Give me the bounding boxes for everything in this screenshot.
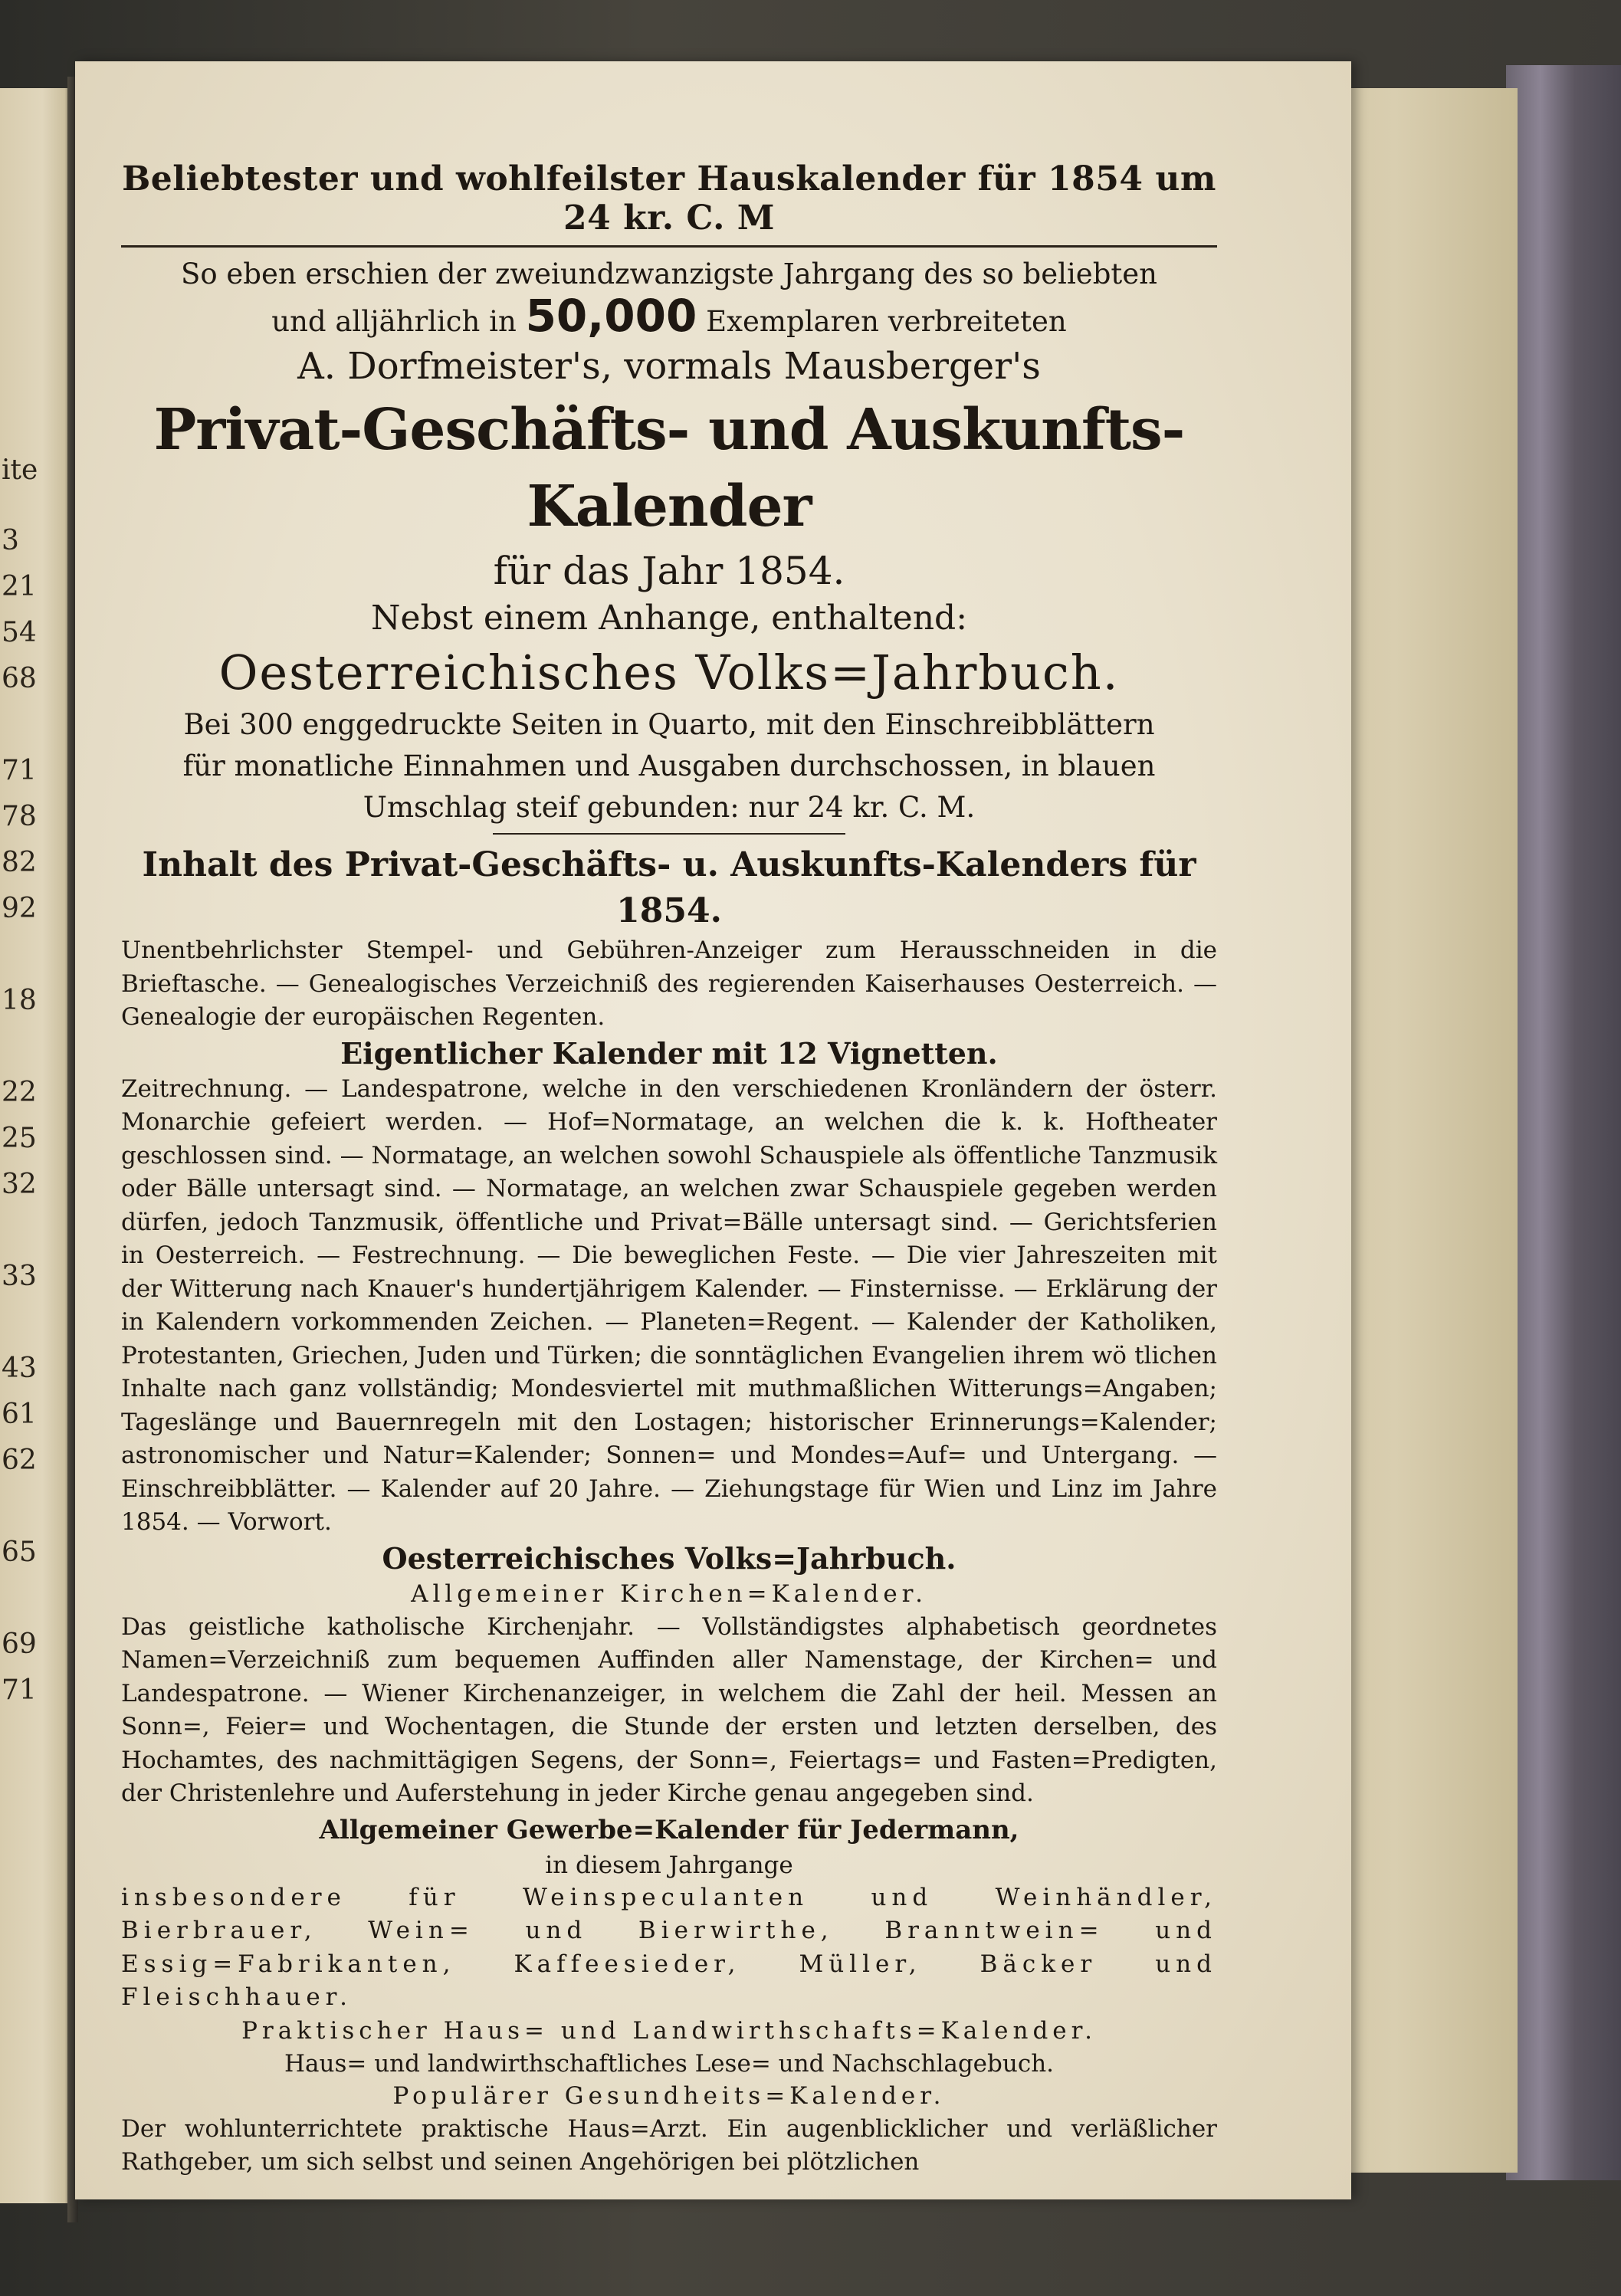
divider [493, 833, 845, 835]
left-page-number: ite [2, 454, 38, 486]
left-page-number: 25 [2, 1123, 37, 1154]
trade-calendar-subheading: in diesem Jahrgange [545, 1851, 793, 1879]
intro-line-2 [121, 290, 1217, 343]
contents-intro: Unentbehrlichster Stempel- und Gebühren-Anzeiger zum Herausschneiden in die Brieftasche. — Genealogisches Verzeichniß des regierenden Kaiserhauses Oesterreich. — Genealogie der europäischen Regenten. [121, 936, 1217, 1031]
left-page-number: 71 [2, 755, 37, 786]
advertisement-text [121, 159, 1217, 2180]
book-cover-edge [1506, 65, 1621, 2180]
contents-heading: Inhalt des Privat-Geschäfts- u. Auskunfts-Kalenders für 1854. [142, 845, 1196, 930]
left-page-number: 32 [2, 1169, 37, 1200]
left-page-number: 61 [2, 1399, 37, 1430]
right-page [75, 61, 1351, 2199]
volksbuch-title: Oesterreichisches Volks=Jahrbuch. [218, 645, 1120, 700]
intro-line-2-end: Exemplaren verbreiteten [706, 305, 1067, 338]
left-page-number: 3 [2, 525, 19, 556]
house-calendar-subheading: Haus= und landwirthschaftliches Lese= und Nachschlagebuch. [284, 2049, 1055, 2078]
intro-line-3: A. Dorfmeister's, vormals Mausberger's [297, 345, 1041, 388]
calendar-section-heading: Eigentlicher Kalender mit 12 Vignetten. [340, 1035, 998, 1071]
left-page-number: 78 [2, 801, 37, 832]
description-line-3: Umschlag steif gebunden: nur 24 kr. C. M. [363, 791, 976, 824]
left-page-number: 92 [2, 893, 37, 924]
description-line-1: Bei 300 enggedruckte Seiten in Quarto, mit den Einschreibblättern [183, 708, 1155, 741]
left-page-number: 62 [2, 1445, 37, 1476]
health-calendar-text: Der wohlunterrichtete praktische Haus=Arzt. Ein augenblicklicher und verläßlicher Rathgeber, um sich selbst und seinen Angehörigen bei plötzlichen [121, 2114, 1217, 2176]
church-calendar-heading: Allgemeiner Kirchen=Kalender. [411, 1579, 927, 1608]
year-line: für das Jahr 1854. [493, 549, 845, 593]
supplement-line: Nebst einem Anhange, enthaltend: [370, 599, 968, 638]
trade-calendar-text: insbesondere für Weinspeculanten und Weinhändler, Bierbrauer, Wein= und Bierwirthe, Branntwein= und Essig=Fabrikanten, Kaffeesieder, Müller, Bäcker und Fleischhauer. [121, 1883, 1217, 2011]
left-page-number: 71 [2, 1674, 37, 1706]
left-page-number: 22 [2, 1077, 37, 1108]
trade-calendar-heading: Allgemeiner Gewerbe=Kalender für Jedermann, [319, 1814, 1019, 1845]
left-page-number: 68 [2, 663, 37, 694]
left-page-number: 54 [2, 617, 37, 648]
house-calendar-heading: Praktischer Haus= und Landwirthschafts=Kalender. [241, 2016, 1097, 2045]
health-calendar-heading: Populärer Gesundheits=Kalender. [392, 2081, 946, 2110]
intro-line-1: So eben erschien der zweiundzwanzigste Jahrgang des so beliebten [181, 257, 1157, 290]
church-calendar-text: Das geistliche katholische Kirchenjahr. — Vollständigstes alphabetisch geordnetes Namen=Verzeichniß zum bequemen Auffinden aller Namenstage, der Kirchen= und Landespatrone. — Wiener Kirchenanzeiger, in welchem die Zahl der heil. Messen an Sonn=, Feier= und Wochentagen, die Stunde der ersten und letzten derselben, des Hochamtes, des nachmittägigen Segens, der Sonn=, Feiertags= und Fasten=Predigten, der Christenlehre und Auferstehung in jeder Kirche genau angegeben sind. [121, 1612, 1217, 1807]
left-page-number: 82 [2, 847, 37, 878]
left-page-number: 43 [2, 1353, 37, 1384]
calendar-title: Privat-Geschäfts- und Auskunfts-Kalender [153, 397, 1185, 540]
left-page-number: 21 [2, 571, 37, 602]
page-header: Beliebtester und wohlfeilster Hauskalender für 1854 um 24 kr. C. M [121, 159, 1217, 248]
copy-count: 50,000 [525, 290, 697, 342]
description-line-2: für monatliche Einnahmen und Ausgaben durchschossen, in blauen [182, 749, 1156, 782]
left-page-numbers [0, 88, 71, 2203]
left-page-number: 18 [2, 985, 37, 1016]
calendar-section-text: Zeitrechnung. — Landespatrone, welche in den verschiedenen Kronländern der österr. Monarchie gefeiert werden. — Hof=Normatage, an welchen die k. k. Hoftheater geschlossen sind. — Normatage, an welchen sowohl Schauspiele als öffentliche Tanzmusik oder Bälle untersagt sind. — Normatage, an welchen zwar Schauspiele gegeben werden dürfen, jedoch Tanzmusik, öffentliche und Privat=Bälle untersagt sind. — Gerichtsferien in Oesterreich. — Festrechnung. — Die beweglichen Feste. — Die vier Jahreszeiten mit der Witterung nach Knauer's hundertjährigem Kalender. — Finsternisse. — Erklärung der in Kalendern vorkommenden Zeichen. — Planeten=Regent. — Kalender der Katholiken, Protestanten, Griechen, Juden und Türken; die sonntäglichen Evangelien ihrem wö tlichen Inhalte nach ganz vollständig; Mondesviertel mit muthmaßlichen Witterungs=Angaben; Tageslänge und Bauernregeln mit den Lostagen; historischer Erinnerungs=Kalender; astronomischer und Natur=Kalender; Sonnen= und Mondes=Auf= und Untergang. — Einschreibblätter. — Kalender auf 20 Jahre. — Ziehungstage für Wien und Linz im Jahre 1854. — Vorwort. [121, 1074, 1217, 1536]
left-page-number: 65 [2, 1537, 37, 1568]
intro-line-2-start: und alljährlich in [271, 305, 517, 338]
left-facing-page [0, 88, 71, 2203]
volksbuch-section-heading: Oesterreichisches Volks=Jahrbuch. [382, 1540, 957, 1576]
left-page-number: 33 [2, 1261, 37, 1292]
left-page-number: 69 [2, 1629, 37, 1660]
